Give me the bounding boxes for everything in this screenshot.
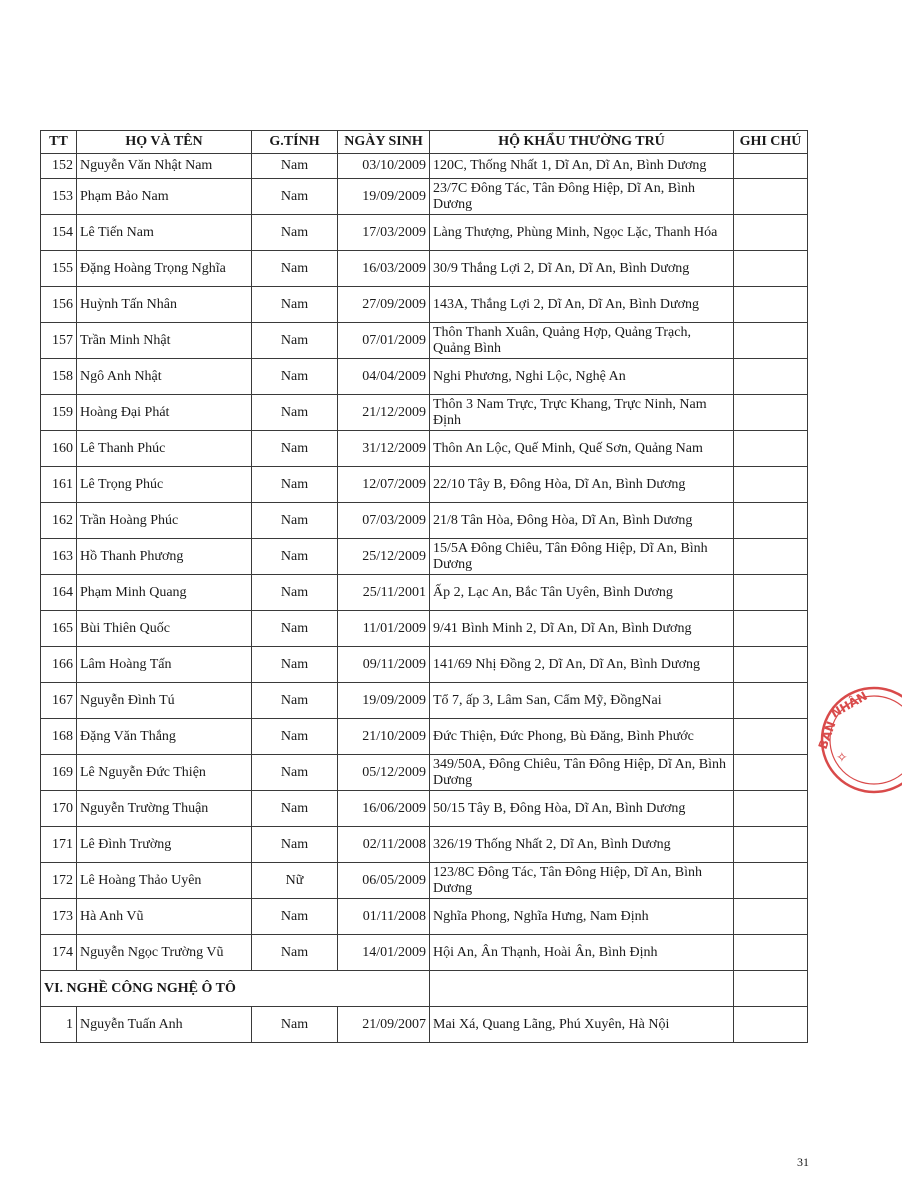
address: Mai Xá, Quang Lãng, Phú Xuyên, Hà Nội <box>430 1007 734 1043</box>
address: 326/19 Thống Nhất 2, Dĩ An, Bình Dương <box>430 827 734 863</box>
table-row <box>41 359 808 395</box>
row-number: 169 <box>41 755 77 791</box>
gender: Nam <box>252 359 338 395</box>
row-number: 171 <box>41 827 77 863</box>
birth-date: 02/11/2008 <box>338 827 430 863</box>
row-number: 172 <box>41 863 77 899</box>
svg-text:NHÂN: NHÂN <box>828 688 870 721</box>
gender: Nam <box>252 154 338 179</box>
note <box>734 395 808 431</box>
table-row <box>41 647 808 683</box>
student-name: Huỳnh Tấn Nhân <box>77 287 252 323</box>
birth-date: 19/09/2009 <box>338 683 430 719</box>
gender: Nữ <box>252 863 338 899</box>
address: 349/50A, Đông Chiêu, Tân Đông Hiệp, Dĩ An, Bình Dương <box>430 755 734 791</box>
gender: Nam <box>252 467 338 503</box>
row-number: 163 <box>41 539 77 575</box>
student-name: Lê Thanh Phúc <box>77 431 252 467</box>
student-name: Nguyễn Đình Tú <box>77 683 252 719</box>
note <box>734 863 808 899</box>
table-row <box>41 575 808 611</box>
table-row <box>41 251 808 287</box>
table-row <box>41 431 808 467</box>
note <box>734 323 808 359</box>
table-row <box>41 215 808 251</box>
note <box>734 647 808 683</box>
row-number: 170 <box>41 791 77 827</box>
student-name: Đặng Văn Thắng <box>77 719 252 755</box>
gender: Nam <box>252 215 338 251</box>
birth-date: 09/11/2009 <box>338 647 430 683</box>
gender: Nam <box>252 899 338 935</box>
student-name: Hồ Thanh Phương <box>77 539 252 575</box>
student-name: Hoàng Đại Phát <box>77 395 252 431</box>
birth-date: 25/11/2001 <box>338 575 430 611</box>
roster-table <box>40 130 808 1043</box>
note <box>734 215 808 251</box>
birth-date: 19/09/2009 <box>338 179 430 215</box>
student-name: Nguyễn Tuấn Anh <box>77 1007 252 1043</box>
birth-date: 16/03/2009 <box>338 251 430 287</box>
note <box>734 575 808 611</box>
student-name: Bùi Thiên Quốc <box>77 611 252 647</box>
student-name: Lê Nguyễn Đức Thiện <box>77 755 252 791</box>
gender: Nam <box>252 539 338 575</box>
student-name: Lâm Hoàng Tấn <box>77 647 252 683</box>
gender: Nam <box>252 1007 338 1043</box>
note <box>734 899 808 935</box>
page-number: 31 <box>797 1155 809 1169</box>
note <box>734 539 808 575</box>
table-row <box>41 154 808 179</box>
row-number: 159 <box>41 395 77 431</box>
section-header-row <box>41 971 808 1007</box>
student-name: Nguyễn Ngọc Trường Vũ <box>77 935 252 971</box>
student-name: Lê Trọng Phúc <box>77 467 252 503</box>
section-blank-cell <box>734 971 808 1007</box>
birth-date: 12/07/2009 <box>338 467 430 503</box>
gender: Nam <box>252 503 338 539</box>
address: Nghi Phương, Nghi Lộc, Nghệ An <box>430 359 734 395</box>
birth-date: 07/01/2009 <box>338 323 430 359</box>
address: 120C, Thống Nhất 1, Dĩ An, Dĩ An, Bình Dương <box>430 154 734 179</box>
gender: Nam <box>252 395 338 431</box>
address: Thôn An Lộc, Quế Minh, Quế Sơn, Quảng Nam <box>430 431 734 467</box>
student-name: Phạm Minh Quang <box>77 575 252 611</box>
gender: Nam <box>252 935 338 971</box>
gender: Nam <box>252 827 338 863</box>
svg-text:✧: ✧ <box>836 750 848 766</box>
gender: Nam <box>252 251 338 287</box>
birth-date: 11/01/2009 <box>338 611 430 647</box>
gender: Nam <box>252 755 338 791</box>
address: 123/8C Đông Tác, Tân Đông Hiệp, Dĩ An, Bình Dương <box>430 863 734 899</box>
address: 50/15 Tây B, Đông Hòa, Dĩ An, Bình Dương <box>430 791 734 827</box>
note <box>734 683 808 719</box>
student-name: Phạm Bảo Nam <box>77 179 252 215</box>
address: 141/69 Nhị Đồng 2, Dĩ An, Dĩ An, Bình Dương <box>430 647 734 683</box>
note <box>734 1007 808 1043</box>
student-name: Lê Tiến Nam <box>77 215 252 251</box>
section-blank-cell <box>430 971 734 1007</box>
table-row <box>41 179 808 215</box>
address: Thôn 3 Nam Trực, Trực Khang, Trực Ninh, Nam Định <box>430 395 734 431</box>
row-number: 158 <box>41 359 77 395</box>
student-name: Hà Anh Vũ <box>77 899 252 935</box>
address: 23/7C Đông Tác, Tân Đông Hiệp, Dĩ An, Bình Dương <box>430 179 734 215</box>
birth-date: 21/09/2007 <box>338 1007 430 1043</box>
student-name: Nguyễn Trường Thuận <box>77 791 252 827</box>
birth-date: 27/09/2009 <box>338 287 430 323</box>
note <box>734 287 808 323</box>
table-row <box>41 539 808 575</box>
birth-date: 25/12/2009 <box>338 539 430 575</box>
table-row <box>41 287 808 323</box>
header-gender: G.TÍNH <box>252 131 338 154</box>
table-row <box>41 863 808 899</box>
gender: Nam <box>252 719 338 755</box>
gender: Nam <box>252 287 338 323</box>
note <box>734 503 808 539</box>
row-number: 166 <box>41 647 77 683</box>
table-row <box>41 395 808 431</box>
table-row <box>41 899 808 935</box>
address: Thôn Thanh Xuân, Quảng Hợp, Quảng Trạch, Quảng Bình <box>430 323 734 359</box>
row-number: 1 <box>41 1007 77 1043</box>
address: Tổ 7, ấp 3, Lâm San, Cẩm Mỹ, ĐồngNai <box>430 683 734 719</box>
address: 15/5A Đông Chiêu, Tân Đông Hiệp, Dĩ An, Bình Dương <box>430 539 734 575</box>
row-number: 157 <box>41 323 77 359</box>
header-name: HỌ VÀ TÊN <box>77 131 252 154</box>
svg-text:BAN: BAN <box>815 719 839 752</box>
table-row <box>41 323 808 359</box>
birth-date: 16/06/2009 <box>338 791 430 827</box>
note <box>734 251 808 287</box>
row-number: 152 <box>41 154 77 179</box>
table-row <box>41 755 808 791</box>
address: 30/9 Thắng Lợi 2, Dĩ An, Dĩ An, Bình Dương <box>430 251 734 287</box>
row-number: 167 <box>41 683 77 719</box>
table-body <box>41 154 808 971</box>
row-number: 154 <box>41 215 77 251</box>
note <box>734 935 808 971</box>
student-name: Trần Minh Nhật <box>77 323 252 359</box>
address: 9/41 Bình Minh 2, Dĩ An, Dĩ An, Bình Dương <box>430 611 734 647</box>
table-row <box>41 719 808 755</box>
row-number: 165 <box>41 611 77 647</box>
birth-date: 21/10/2009 <box>338 719 430 755</box>
address: Nghĩa Phong, Nghĩa Hưng, Nam Định <box>430 899 734 935</box>
gender: Nam <box>252 683 338 719</box>
row-number: 161 <box>41 467 77 503</box>
birth-date: 06/05/2009 <box>338 863 430 899</box>
row-number: 174 <box>41 935 77 971</box>
student-name: Ngô Anh Nhật <box>77 359 252 395</box>
student-name: Trần Hoàng Phúc <box>77 503 252 539</box>
student-name: Lê Hoàng Thảo Uyên <box>77 863 252 899</box>
address: Ấp 2, Lạc An, Bắc Tân Uyên, Bình Dương <box>430 575 734 611</box>
row-number: 168 <box>41 719 77 755</box>
table-header-row <box>41 131 808 154</box>
note <box>734 611 808 647</box>
gender: Nam <box>252 323 338 359</box>
note <box>734 755 808 791</box>
row-number: 156 <box>41 287 77 323</box>
row-number: 164 <box>41 575 77 611</box>
student-name: Đặng Hoàng Trọng Nghĩa <box>77 251 252 287</box>
note <box>734 154 808 179</box>
row-number: 173 <box>41 899 77 935</box>
birth-date: 04/04/2009 <box>338 359 430 395</box>
student-name: Nguyễn Văn Nhật Nam <box>77 154 252 179</box>
gender: Nam <box>252 431 338 467</box>
address: 22/10 Tây B, Đông Hòa, Dĩ An, Bình Dương <box>430 467 734 503</box>
birth-date: 01/11/2008 <box>338 899 430 935</box>
table-row <box>41 935 808 971</box>
birth-date: 03/10/2009 <box>338 154 430 179</box>
birth-date: 14/01/2009 <box>338 935 430 971</box>
address: Làng Thượng, Phùng Minh, Ngọc Lặc, Thanh Hóa <box>430 215 734 251</box>
note <box>734 359 808 395</box>
address: 21/8 Tân Hòa, Đông Hòa, Dĩ An, Bình Dương <box>430 503 734 539</box>
gender: Nam <box>252 611 338 647</box>
note <box>734 827 808 863</box>
birth-date: 31/12/2009 <box>338 431 430 467</box>
table-row <box>41 791 808 827</box>
table-row <box>41 611 808 647</box>
note <box>734 431 808 467</box>
birth-date: 05/12/2009 <box>338 755 430 791</box>
table-row <box>41 467 808 503</box>
birth-date: 17/03/2009 <box>338 215 430 251</box>
section-title: VI. NGHỀ CÔNG NGHỆ Ô TÔ <box>41 971 430 1007</box>
header-address: HỘ KHẨU THƯỜNG TRÚ <box>430 131 734 154</box>
note <box>734 719 808 755</box>
header-tt: TT <box>41 131 77 154</box>
student-name: Lê Đình Trường <box>77 827 252 863</box>
note <box>734 467 808 503</box>
table-row <box>41 503 808 539</box>
header-dob: NGÀY SINH <box>338 131 430 154</box>
gender: Nam <box>252 575 338 611</box>
table-row <box>41 827 808 863</box>
row-number: 155 <box>41 251 77 287</box>
stamp-seal <box>812 680 902 800</box>
section-body <box>41 971 808 1043</box>
birth-date: 21/12/2009 <box>338 395 430 431</box>
gender: Nam <box>252 179 338 215</box>
gender: Nam <box>252 791 338 827</box>
birth-date: 07/03/2009 <box>338 503 430 539</box>
address: 143A, Thắng Lợi 2, Dĩ An, Dĩ An, Bình Dương <box>430 287 734 323</box>
row-number: 162 <box>41 503 77 539</box>
gender: Nam <box>252 647 338 683</box>
row-number: 153 <box>41 179 77 215</box>
address: Đức Thiện, Đức Phong, Bù Đăng, Bình Phước <box>430 719 734 755</box>
note <box>734 179 808 215</box>
row-number: 160 <box>41 431 77 467</box>
table-row <box>41 1007 808 1043</box>
table-row <box>41 683 808 719</box>
header-note: GHI CHÚ <box>734 131 808 154</box>
address: Hội An, Ân Thạnh, Hoài Ân, Bình Định <box>430 935 734 971</box>
note <box>734 791 808 827</box>
